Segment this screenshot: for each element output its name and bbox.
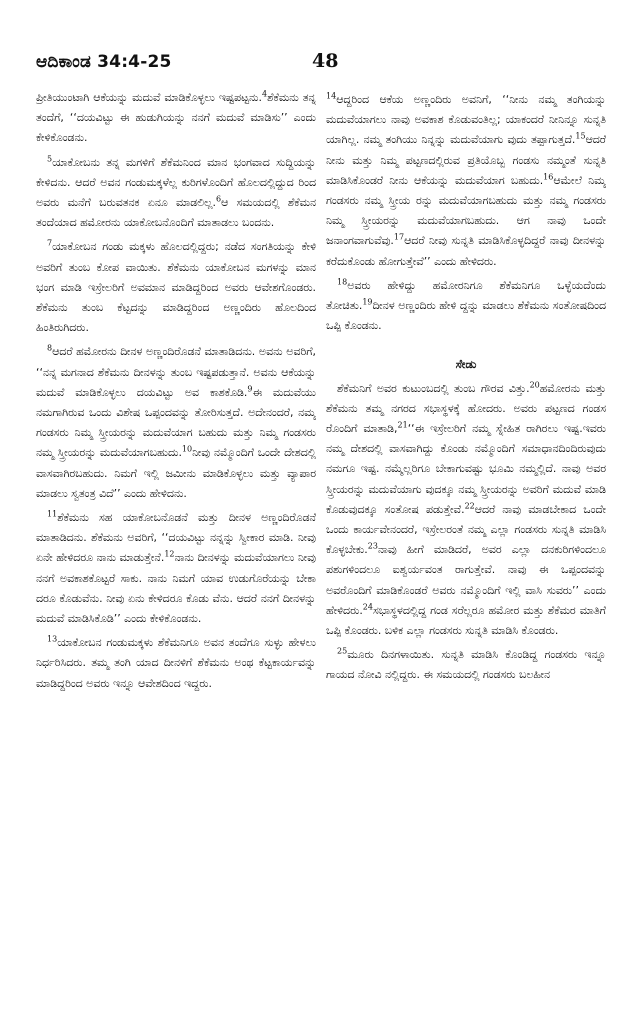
verse-number: 21 xyxy=(397,420,408,430)
paragraph xyxy=(326,379,606,642)
verse-text: ಆದರೆ ನಾವು ಮಾಡಬೇಕಾದ ಒಂದೇ ಒಂದು ಕಾರ್ಯವೇನಂದರೆ, ಇಸ್ರೇಲರಂತೆ ನಮ್ಮ ಎಲ್ಲಾ ಗಂಡಸರು ಸುನ್ನತಿ ಮಾಡಿಸಿ ಕೊಳ್ಳಬೇಕು. xyxy=(326,502,606,557)
verse-number: 11 xyxy=(47,509,58,519)
section-heading: ಸೇಡು xyxy=(455,357,477,372)
verse-text: ಆಮೇಲೆ ನಿಮ್ಮ ಗಂಡಸರು ನಮ್ಮ ಸ್ತ್ರೀಯ ರನ್ನು ಮದುವೆಯಾಗಬಹುದು ಮತ್ತು ನಮ್ಮ ಗಂಡಸರು ನಿಮ್ಮ ಸ್ತ್ರೀಯರನ್ನು ಮದುವೆಯಾಗಬಹುದು. ಆಗ ನಾವು ಒಂದೇ ಜನಾಂಗವಾಗುವೆವು. xyxy=(326,173,606,248)
verse-text: ಈ ಮದುವೆಯು ನಮಗಾಗಿರುವ ಒಂದು ವಿಶೇಷ ಒಪ್ಪಂದವನ್ನು ತೋರಿಸುತ್ತದೆ. ಅದೇನಂದರೆ, ನಮ್ಮ ಗಂಡಸರು ನಿಮ್ಮ ಸ್ತ್ರೀಯರನ್ನು ಮದುವೆಯಾಗ ಬಹುದು ಮತ್ತು ನಿಮ್ಮ ಗಂಡಸರು ನಮ್ಮ ಸ್ತ್ರೀಯರನ್ನು ಮದುವೆಯಾಗಬಹುದು. xyxy=(36,385,316,460)
page-number: 48 xyxy=(312,50,339,72)
running-head: ಆದಿಕಾಂಡ 34:4-25 xyxy=(36,52,172,72)
verse-text: ನಾವು ಹೀಗೆ ಮಾಡಿದರೆ, ಅವರ ಎಲ್ಲಾ ದನಕುರಿಗಳಿಂದಲೂ ಪಶುಗಳಿಂದಲೂ ಐಶ್ವರ್ಯವಂತ ರಾಗುತ್ತೇವೆ. ನಾವು ಈ ಒಪ್ಪಂದವನ್ನು ಅವರೊಂದಿಗೆ ಮಾಡಿಕೊಂಡರೆ ಅವರು ನಮ್ಮೊಂದಿಗೆ ಇಲ್ಲಿ ವಾಸಿ ಸುವರು’’ ಎಂದು ಹೇಳಿದರು. xyxy=(326,543,606,617)
paragraph xyxy=(326,90,606,272)
verse-number: 10 xyxy=(181,444,193,454)
paragraph xyxy=(36,237,316,338)
verse-number: 20 xyxy=(529,380,540,390)
verse-text: ಯಾಕೋಬನ ಗಂಡು ಮಕ್ಕಳು ಹೊಲದಲ್ಲಿದ್ದರು; ನಡೆದ ಸಂಗತಿಯನ್ನು ಕೇಳಿ ಅವರಿಗೆ ತುಂಬ ಕೋಪ ವಾಯಿತು. ಶೆಕೆಮನು ಯಾಕೋಬನ ಮಗಳನ್ನು ಮಾನ ಭಂಗ ಮಾಡಿ ಇಸ್ರೇಲರಿಗೆ ಅವಮಾನ ಮಾಡಿದ್ದರಿಂದ ಅವರು ಆವೇಶಗೊಂಡರು. ಶೆಕೆಮನು ತುಂಬ ಕೆಟ್ಟದನ್ನು ಮಾಡಿದ್ದರಿಂದ ಅಣ್ಣಂದಿರು ಹೊಲದಿಂದ ಹಿಂತಿರುಗಿದರು. xyxy=(36,240,316,335)
verse-number: 12 xyxy=(164,549,175,559)
verse-number: 24 xyxy=(362,602,373,612)
verse-number: 4 xyxy=(261,89,268,99)
verse-text: ನೀವು ನಮ್ಮೊಂದಿಗೆ ಒಂದೇ ದೇಶದಲ್ಲಿ ವಾಸವಾಗಿರಬಹುದು. ನಿಮಗೆ ಇಲ್ಲಿ ಜಮೀನು ಮಾಡಿಕೊಳ್ಳಲು ಮತ್ತು ವ್ಯಾಪಾರ ಮಾಡಲು ಸ್ವತಂತ್ರ ವಿದೆ’’ ಎಂದು ಹೇಳಿದನು. xyxy=(36,446,316,500)
verse-number: 13 xyxy=(47,634,58,644)
verse-number: 15 xyxy=(575,131,586,141)
verse-text: ಆದರೆ ನೀನು ಮತ್ತು ನಿಮ್ಮ ಪಟ್ಟಣದಲ್ಲಿರುವ ಪ್ರತಿಯೊಬ್ಬ ಗಂಡಸು ನಮ್ಮಂತೆ ಸುನ್ನತಿ ಮಾಡಿಸಿಕೊಂಡರೆ ನೀನು ಆಕೆಯನ್ನು ಮದುವೆಯಾಗ ಬಹುದು. xyxy=(326,133,606,187)
verse-number: 22 xyxy=(464,501,475,511)
paragraph xyxy=(36,508,316,629)
paragraph xyxy=(36,88,316,149)
verse-text: ಆದರೆ ಹಮೋರನು ದೀನಳ ಅಣ್ಣಂದಿರೊಡನೆ ಮಾತಾಡಿದನು. ಅವನು ಅವರಿಗೆ, ‘‘ನನ್ನ ಮಗನಾದ ಶೆಕೆಮನು ದೀನಳನ್ನು ತುಂಬ ಇಷ್ಟಪಡುತ್ತಾನೆ. ಅವನು ಆಕೆಯನ್ನು ಮದುವೆ ಮಾಡಿಕೊಳ್ಳಲು ದಯವಿಟ್ಟು ಅವ ಕಾಶಕೊಡಿ. xyxy=(36,345,316,399)
verse-number: 19 xyxy=(362,297,373,307)
paragraph xyxy=(326,276,606,337)
verse-text: ಅವರು ಹೇಳಿದ್ದು ಹಮೋರನಿಗೂ ಶೆಕೆಮನಿಗೂ ಒಳ್ಳೆಯದೆಂದು ತೋಚಿತು. xyxy=(326,278,606,313)
paragraph xyxy=(326,645,606,685)
verse-number: 17 xyxy=(393,232,405,242)
verse-text: ಆದರೆ ನೀವು ಸುನ್ನತಿ ಮಾಡಿಸಿಕೊಳ್ಳದಿದ್ದರೆ ನಾವು ದೀನಳನ್ನು ಕರೆದುಕೊಂಡು ಹೋಗುತ್ತೇವೆ’’ ಎಂದು ಹೇಳಿದರು. xyxy=(326,234,606,268)
verse-text: ಮೂರು ದಿನಗಳಾಯಿತು. ಸುನ್ನತಿ ಮಾಡಿಸಿ ಕೊಂಡಿದ್ದ ಗಂಡಸರು ಇನ್ನೂ ಗಾಯದ ನೋವಿ ನಲ್ಲಿದ್ದರು. ಈ ಸಮಯದಲ್ಲಿ ಗಂಡಸರು ಬಲಹೀನ xyxy=(326,648,606,682)
verse-number: 25 xyxy=(337,646,348,656)
verse-number: 9 xyxy=(247,384,253,394)
verse-number: 6 xyxy=(215,194,222,204)
page-header xyxy=(36,52,602,78)
verse-number: 5 xyxy=(47,153,53,163)
verse-text: ‘‘ಈ ಇಸ್ರೇಲರಿಗೆ ನಮ್ಮ ಸ್ನೇಹಿತ ರಾಗಿರಲು ಇಷ್ಟ.ಇವರು ನಮ್ಮ ದೇಶದಲ್ಲಿ ವಾಸವಾಗಿದ್ದು ಕೊಂಡು ನಮ್ಮೊಂದಿಗೆ ಸಮಾಧಾನದಿಂದಿರುವುದು ನಮಗೂ ಇಷ್ಟ. ನಮ್ಮೆಲ್ಲರಿಗೂ ಬೇಕಾಗುವಷ್ಟು ಭೂಮಿ ನಮ್ಮಲ್ಲಿದೆ. ನಾವು ಅವರ ಸ್ತ್ರೀಯರನ್ನು ಮದುವೆಯಾಗು ವುದಕ್ಕೂ ನಮ್ಮ ಸ್ತ್ರೀಯರನ್ನು ಅವರಿಗೆ ಮದುವೆ ಮಾಡಿ ಕೊಡುವುದಕ್ಕೂ ಸಂತೋಷ ಪಡುತ್ತೇವೆ. xyxy=(326,422,606,516)
left-column xyxy=(36,88,316,993)
verse-number: 23 xyxy=(367,541,378,551)
paragraph xyxy=(36,342,316,504)
paragraph xyxy=(36,153,316,234)
verse-text: ಹಮೋರನು ಮತ್ತು ಶೆಕೆಮನು ತಮ್ಮ ನಗರದ ಸಭಾಸ್ಥಳಕ್ಕೆ ಹೋದರು. ಅವರು ಪಟ್ಟಣದ ಗಂಡಸ ರೊಂದಿಗೆ ಮಾತಾಡಿ, xyxy=(326,381,606,436)
verse-number: 7 xyxy=(47,238,53,248)
verse-text: ಶೆಕೆಮನು ತನ್ನ ತಂದೆಗೆ, ‘‘ದಯವಿಟ್ಟು ಈ ಹುಡುಗಿಯನ್ನು ನನಗೆ ಮದುವೆ ಮಾಡಿಸು’’ ಎಂದು ಕೇಳಿಕೊಂಡನು. xyxy=(36,91,316,145)
verse-number: 14 xyxy=(326,91,337,101)
verse-text: ಯಾಕೋಬನ ಗಂಡುಮಕ್ಕಳು ಶೆಕೆಮನಿಗೂ ಅವನ ತಂದೆಗೂ ಸುಳ್ಳು ಹೇಳಲು ನಿರ್ಧರಿಸಿದರು. ತಮ್ಮ ತಂಗಿ ಯಾದ ದೀನಳಿಗೆ ಶೆಕೆಮನು ಅಂಥ ಕೆಟ್ಟಕಾರ್ಯವನ್ನು ಮಾಡಿದ್ದರಿಂದ ಅವರು ಇನ್ನೂ ಆವೇಶದಿಂದ ಇದ್ದರು. xyxy=(36,636,316,690)
verse-text: ಪ್ರೀತಿಯುಂಟಾಗಿ ಆಕೆಯನ್ನು ಮದುವೆ ಮಾಡಿಕೊಳ್ಳಲು ಇಷ್ಟಪಟ್ಟನು. xyxy=(36,91,262,104)
verse-text: ಶೆಕೆಮನು ಸಹ ಯಾಕೋಬನೊಡನೆ ಮತ್ತು ದೀನಳ ಅಣ್ಣಂದಿರೊಡನೆ ಮಾತಾಡಿದನು. ಶೆಕೆಮನು ಅವರಿಗೆ, ‘‘ದಯವಿಟ್ಟು ನನ್ನನ್ನು ಸ್ವೀಕಾರ ಮಾಡಿ. ನೀವು ಏನೇ ಹೇಳಿದರೂ ನಾನು ಮಾಡುತ್ತೇನೆ. xyxy=(36,511,316,565)
verse-number: 18 xyxy=(337,277,348,287)
verse-text: ಯಾಕೋಬನು ತನ್ನ ಮಗಳಿಗೆ ಶೆಕೆಮನಿಂದ ಮಾನ ಭಂಗವಾದ ಸುದ್ದಿಯನ್ನು ಕೇಳಿದನು. ಆದರೆ ಅವನ ಗಂಡುಮಕ್ಕಳೆಲ್ಲ ಕುರಿಗಳೊಂದಿಗೆ ಹೊಲದಲ್ಲಿದ್ದುದ ರಿಂದ ಅವರು ಮನೆಗೆ ಬರುವತನಕ ಏನೂ ಮಾಡಲಿಲ್ಲ. xyxy=(36,155,316,210)
verse-text: ಆದ್ದರಿಂದ ಆಕೆಯ ಅಣ್ಣಂದಿರು ಅವನಿಗೆ, ‘‘ನೀನು ನಮ್ಮ ತಂಗಿಯನ್ನು ಮದುವೆಯಾಗಲು ನಾವು ಅವಕಾಶ ಕೊಡುವಂತಿಲ್ಲ; ಯಾಕಂದರೆ ನೀನಿನ್ನೂ ಸುನ್ನತಿ ಯಾಗಿಲ್ಲ. ನಮ್ಮ ತಂಗಿಯು ನಿನ್ನನ್ನು ಮದುವೆಯಾಗು ವುದು ತಪ್ಪಾಗುತ್ತದೆ. xyxy=(326,93,606,147)
verse-number: 8 xyxy=(47,343,53,353)
verse-text: ನಾನು ದೀನಳನ್ನು ಮದುವೆಯಾಗಲು ನೀವು ನನಗೆ ಅವಕಾಶಕೊಟ್ಟರೆ ಸಾಕು. ನಾನು ನಿಮಗೆ ಯಾವ ಉಡುಗೊರೆಯನ್ನು ಬೇಕಾ ದರೂ ಕೊಡುವೆನು. ನೀವು ಏನು ಕೇಳಿದರೂ ಕೊಡು ವೆನು. ಆದರೆ ನನಗೆ ದೀನಳನ್ನು ಮದುವೆ ಮಾಡಿಸಿಕೊಡಿ’’ ಎಂದು ಕೇಳಿಕೊಂಡನು. xyxy=(36,551,316,626)
paragraph xyxy=(36,633,316,694)
verse-text: ಸಭಾಸ್ಥಳದಲ್ಲಿದ್ದ ಗಂಡ ಸರೆಲ್ಲರೂ ಹಮೋರ ಮತ್ತು ಶೆಕೆಮರ ಮಾತಿಗೆ ಒಪ್ಪಿ ಕೊಂಡರು. ಬಳಿಕ ಎಲ್ಲಾ ಗಂಡಸರು ಸುನ್ನತಿ ಮಾಡಿಸಿ ಕೊಂಡರು. xyxy=(326,603,606,638)
verse-text: ಆ ಸಮಯದಲ್ಲಿ ಶೆಕೆಮನ ತಂದೆಯಾದ ಹಮೋರನು ಯಾಕೋಬನೊಂದಿಗೆ ಮಾತಾಡಲು ಬಂದನು. xyxy=(36,196,316,230)
right-column xyxy=(326,90,606,995)
verse-text: ದೀನಳ ಅಣ್ಣಂದಿರು ಹೇಳಿ ದ್ದನ್ನು ಮಾಡಲು ಶೆಕೆಮನು ಸಂತೋಷದಿಂದ ಒಪ್ಪಿ ಕೊಂಡನು. xyxy=(326,299,606,333)
verse-text: ಶೆಕೆಮನಿಗೆ ಅವರ ಕುಟುಂಬದಲ್ಲಿ ತುಂಬ ಗೌರವ ವಿತ್ತು. xyxy=(337,381,530,395)
verse-number: 16 xyxy=(543,172,554,182)
